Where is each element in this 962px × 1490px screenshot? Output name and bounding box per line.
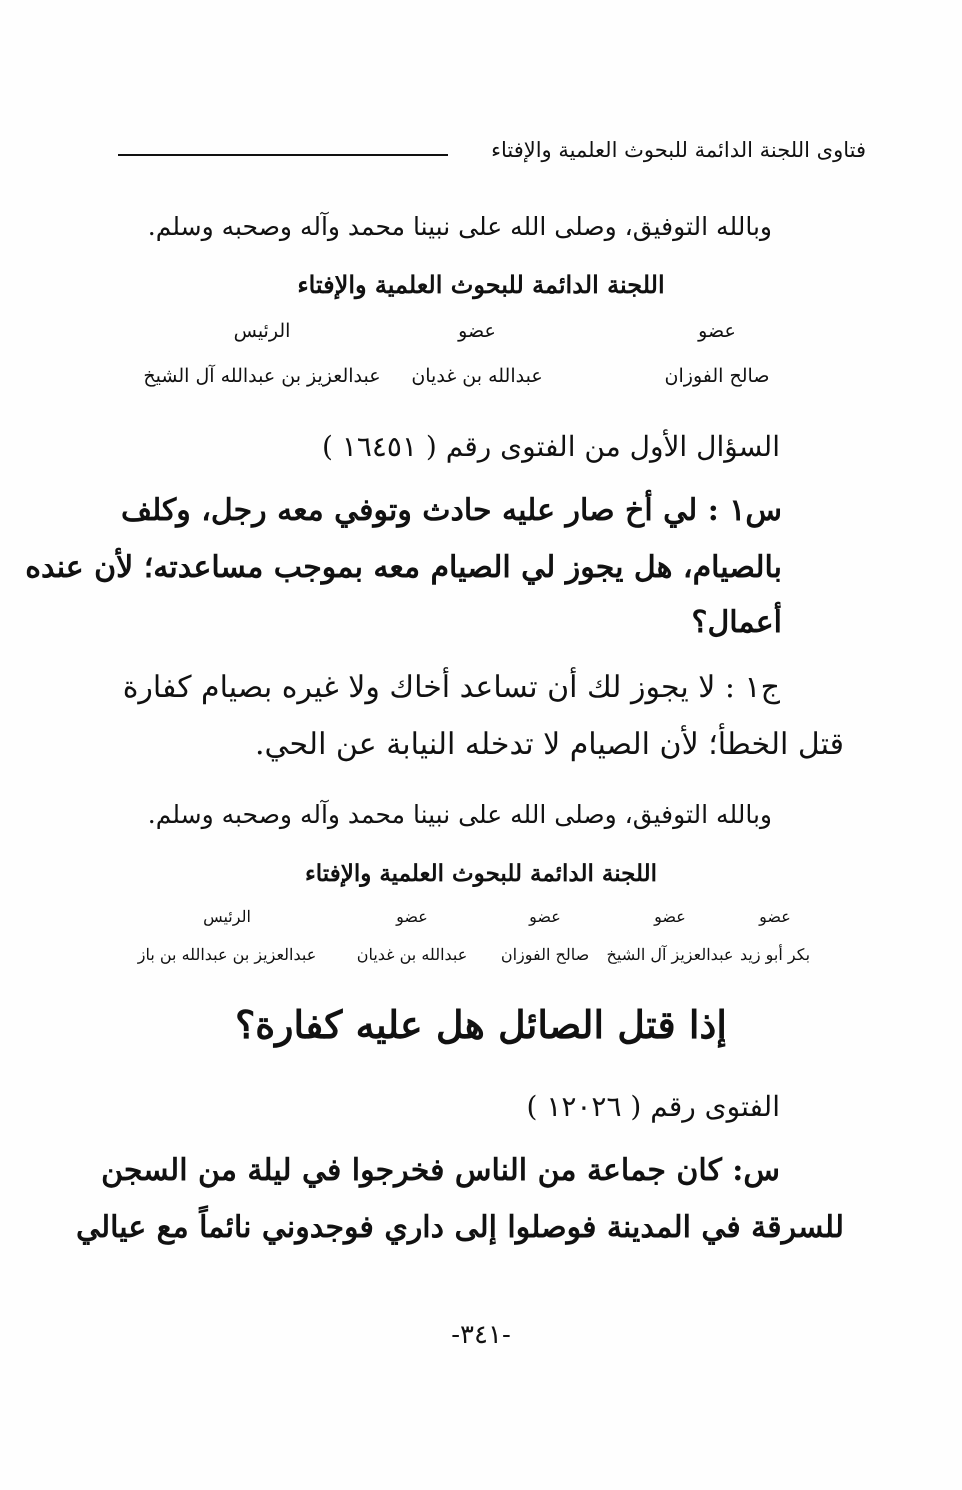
- signatory-name: عبدالعزيز آل الشيخ: [606, 945, 734, 964]
- question-line: س: كان جماعة من الناس فخرجوا في ليلة من السجن: [101, 1153, 780, 1188]
- signatory-name: عبدالعزيز بن عبدالله آل الشيخ: [143, 365, 381, 387]
- signatory-role: عضو: [529, 907, 561, 926]
- signatory-role: عضو: [458, 320, 496, 342]
- question-line: أعمال؟: [691, 605, 782, 640]
- signatory-name: عبدالله بن غديان: [411, 365, 543, 387]
- signatory-role: الرئيس: [203, 907, 251, 926]
- running-header: فتاوى اللجنة الدائمة للبحوث العلمية والإفتاء: [491, 138, 866, 162]
- signatory-name: عبدالعزيز بن عبدالله بن باز: [137, 945, 317, 964]
- header-rule: [118, 154, 448, 156]
- answer-line: ج١ : لا يجوز لك أن تساعد أخاك ولا غيره بصيام كفارة: [122, 670, 780, 705]
- question-line: بالصيام، هل يجوز لي الصيام معه بموجب مساعدته؛ لأن عنده: [25, 550, 782, 585]
- signatory-role: عضو: [698, 320, 736, 342]
- page-number: -٣٤١-: [451, 1320, 511, 1350]
- fatwa-heading: الفتوى رقم ( ١٢٠٢٦ ): [526, 1090, 780, 1123]
- signatory-role: الرئيس: [233, 320, 291, 342]
- fatwa-heading: السؤال الأول من الفتوى رقم ( ١٦٤٥١ ): [321, 430, 780, 463]
- signatory-name: بكر أبو زيد: [739, 945, 811, 964]
- closing-formula: وبالله التوفيق، وصلى الله على نبينا محمد وآله وصحبه وسلم.: [147, 212, 772, 241]
- signatory-role: عضو: [759, 907, 791, 926]
- signatory-role: عضو: [654, 907, 686, 926]
- answer-line: قتل الخطأ؛ لأن الصيام لا تدخله النيابة عن الحي.: [255, 727, 844, 762]
- signatory-name: صالح الفوزان: [664, 365, 770, 387]
- committee-title: اللجنة الدائمة للبحوث العلمية والإفتاء: [297, 270, 665, 299]
- section-title: إذا قتل الصائل هل عليه كفارة؟: [235, 1002, 727, 1047]
- committee-title: اللجنة الدائمة للبحوث العلمية والإفتاء: [304, 860, 658, 887]
- question-line: للسرقة في المدينة فوصلوا إلى داري فوجدوني نائماً مع عيالي: [75, 1210, 844, 1245]
- question-line: س١ : لي أخ صار عليه حادث وتوفي معه رجل، وكلف: [121, 493, 782, 528]
- closing-formula: وبالله التوفيق، وصلى الله على نبينا محمد وآله وصحبه وسلم.: [147, 800, 772, 829]
- signatory-name: عبدالله بن غديان: [356, 945, 468, 964]
- signatory-role: عضو: [396, 907, 428, 926]
- signatory-name: صالح الفوزان: [500, 945, 590, 964]
